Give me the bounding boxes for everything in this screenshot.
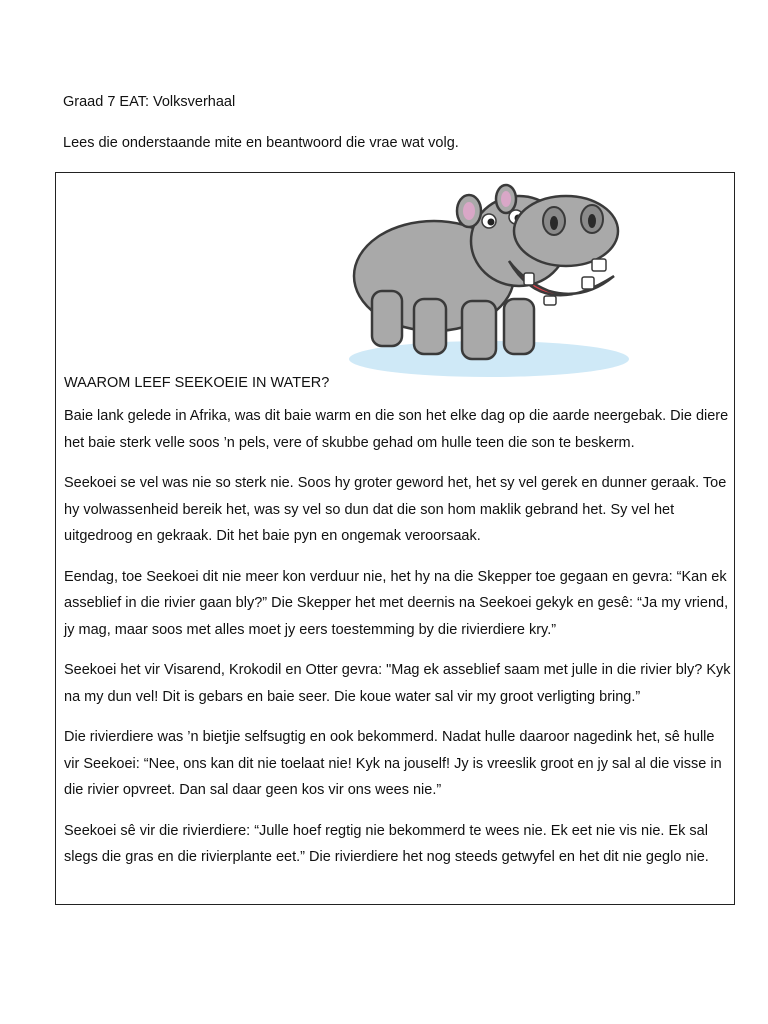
story-paragraph: Seekoei sê vir die rivierdiere: “Julle hoef regtig nie bekommerd te wees nie. Ek eet nie vis nie. Ek sal slegs die gras en die rivierplante eet.” Die rivierdiere het nog steeds getwyfel en het dit nie geglo nie. [64,822,709,865]
page-title: Graad 7 EAT: Volksverhaal [63,94,236,110]
story-paragraph: Die rivierdiere was ’n bietjie selfsugtig en ook bekommerd. Nadat hulle daaroor nagedink het, sê hulle vir Seekoei: “Nee, ons kan dit nie toelaat nie! Kyk na jouself! Jy is vreeslik groot en jy sal al die visse in die rivier opvreet. Dan sal daar geen kos vir ons wees nie.” [64,729,722,798]
story-paragraph: Seekoei se vel was nie so sterk nie. Soos hy groter geword het, het sy vel gerek en dunner geraak. Toe hy volwassenheid bereik het, was sy vel so dun dat die son hom maklik gebrand het. Sy vel het uitgedroog en gekraak. Dit het baie pyn en ongemak veroorsaak. [64,475,727,544]
story-paragraph: Seekoei het vir Visarend, Krokodil en Otter gevra: "Mag ek asseblief saam met julle in die rivier bly? Kyk na my dun vel! Dit is gebars en baie seer. Die koue water sal vir my groot verligting bring.” [64,662,731,705]
story-paragraph: Eendag, toe Seekoei dit nie meer kon verduur nie, het hy na die Skepper toe gegaan en gevra: “Kan ek asseblief in die rivier gaan bly?” Die Skepper het met deernis na Seekoei gekyk en gesê: “Ja my vriend, jy mag, maar soos met alles moet jy eers toestemming by die rivierdiere kry.” [64,568,729,638]
story-heading: WAAROM LEEF SEEKOEIE IN WATER? [64,375,330,391]
story-body [64,403,732,885]
instructions-text: Lees die onderstaande mite en beantwoord die vrae wat volg. [63,135,459,151]
hippo-illustration-icon [344,181,634,381]
story-paragraph: Baie lank gelede in Afrika, was dit baie warm en die son het elke dag op die aarde neergebak. Die diere het baie sterk velle soos ’n pels, vere of skubbe gehad om hulle teen die son te beskerm. [64,408,729,451]
story-box [55,172,735,905]
